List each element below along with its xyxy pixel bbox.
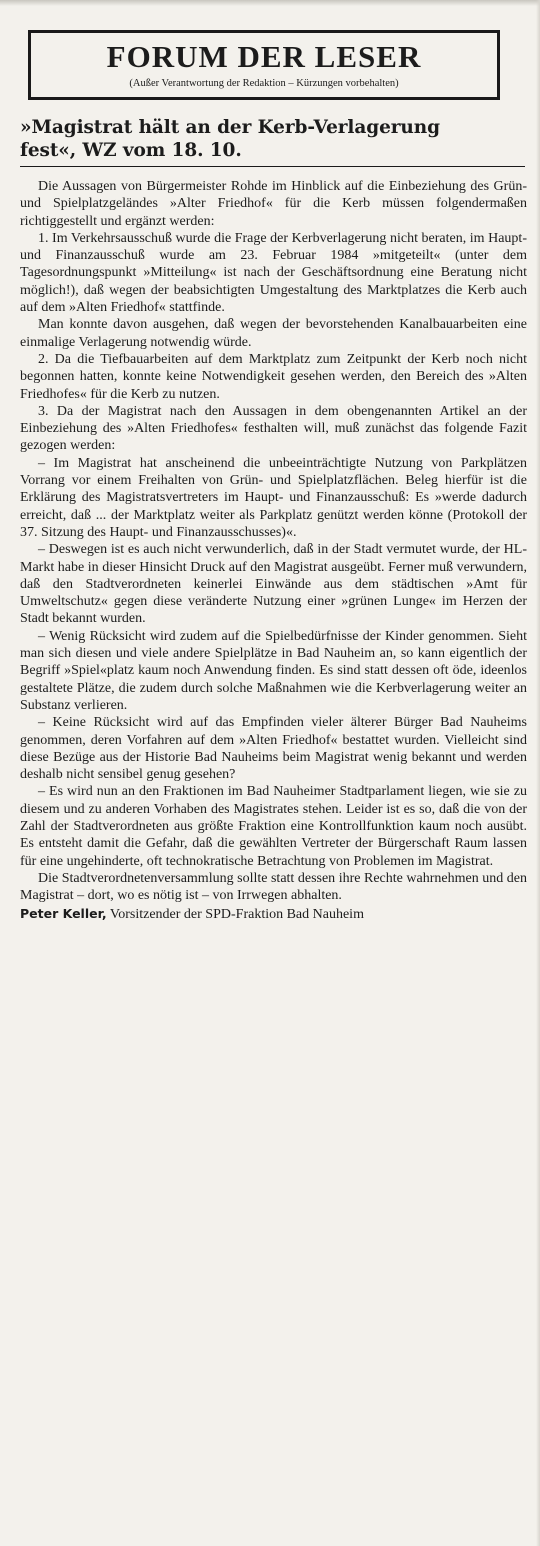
- article-body: [20, 178, 527, 924]
- paragraph-assumption: Man konnte davon ausgehen, daß wegen der bevorstehenden Kanalbauarbeiten eine einmalige Verlagerung notwendig würde.: [20, 317, 527, 350]
- paragraph-point-2: 2. Da die Tiefbauarbeiten auf dem Marktplatz zum Zeitpunkt der Kerb noch nicht begonnen hatten, konnte keine Notwendigkeit gesehen werden, den Bereich des »Alten Friedhofes« für die Kerb zu nutzen.: [20, 351, 527, 402]
- paragraph-hl-markt: – Deswegen ist es auch nicht verwunderlich, daß in der Stadt vermutet wurde, der HL-Markt habe in dieser Hinsicht Druck auf den Magistrat ausgeübt. Ferner muß verwundern, daß den Stadtverordneten keinerlei Einwände aus dem städtischen »Amt für Umweltschutz« gegen diese veränderte Nutzung einer »grünen Lunge« im Herzen der Stadt bekannt wurden.: [20, 542, 527, 627]
- paragraph-point-3: 3. Da der Magistrat nach den Aussagen in dem obengenannten Artikel an der Einbeziehung des »Alten Friedhofes« festhalten will, muß zunächst das folgende Fazit gezogen werden:: [20, 403, 527, 454]
- paragraph-factions: – Es wird nun an den Fraktionen im Bad Nauheimer Stadtparlament liegen, wie sie zu diesem und zu anderen Vorhaben des Magistrates stehen. Leider ist es so, daß die von der Zahl der Stadtverordneten aus größte Fraktion eine Kontrollfunktion kaum noch ausübt. Es entsteht damit die Gefahr, daß die gewählten Vertreter der Bürgerschaft Raum lassen für eine ungehinderte, oft technokratische Betrachtung von Problemen im Magistrat.: [20, 784, 527, 869]
- headline-line-1: »Magistrat hält an der Kerb-Verlagerung: [20, 117, 440, 138]
- author-name: Peter Keller,: [20, 906, 107, 922]
- paragraph-children: – Wenig Rücksicht wird zudem auf die Spielbedürfnisse der Kinder genommen. Sieht man sich diesen und viele andere Spielplätze in Bad Nauheim an, so kann eigentlich der Begriff »Spiel«platz kaum noch Anwendung finden. Es sind statt dessen oft öde, ideenlos gestaltete Plätze, die zudem durch solche Maßnahmen wie die Kerbverlagerung weiter an Substanz verlieren.: [20, 628, 527, 713]
- article-headline: [20, 116, 525, 162]
- top-edge-fragment: [0, 0, 540, 6]
- column-title: FORUM DER LESER: [106, 39, 422, 74]
- paragraph-parking: – Im Magistrat hat anscheinend die unbeeinträchtigte Nutzung von Parkplätzen Vorrang vor einem Freihalten von Grün- und Spielplatzflächen. Beleg hierfür ist die Erklärung des Magistratsvertreters im Haupt- und Finanzausschuß: Es »werde dadurch erreicht, daß ... der Marktplatz weiter als Parkplatz genützt werden könne (Protokoll der 37. Sitzung des Haupt- und Finanzausschusses)«.: [20, 455, 527, 540]
- paragraph-citizens: – Keine Rücksicht wird auf das Empfinden vieler älterer Bürger Bad Nauheims genommen, deren Vorfahren auf dem »Alten Friedhof« bestattet wurden. Vielleicht sind diese Bezüge aus der Historie Bad Nauheims beim Magistrat wenig bekannt und werden deshalb nicht sensibel genug gesehen?: [20, 715, 527, 783]
- headline-line-2: fest«, WZ vom 18. 10.: [20, 140, 242, 161]
- paragraph-intro: Die Aussagen von Bürgermeister Rohde im Hinblick auf die Einbeziehung des Grün- und Spielplatzgeländes »Alter Friedhof« für die Kerb müssen folgendermaßen richtiggestellt und ergänzt werden:: [20, 179, 527, 229]
- column-header-box: [28, 30, 500, 100]
- paragraph-conclusion: Die Stadtverordnetenversammlung sollte statt dessen ihre Rechte wahrnehmen und den Magistrat – dort, wo es nötig ist – von Irrwegen abhalten.: [20, 870, 527, 904]
- paragraph-point-1: 1. Im Verkehrsausschuß wurde die Frage der Kerbverlagerung nicht beraten, im Haupt- und Finanzausschuß wurde am 23. Februar 1984 »mitgeteilt« (unter dem Tagesordnungspunkt »Mitteilung« ist nach der Geschäftsordnung eine Beratung nicht möglich!), daß wegen der beabsichtigten Umgestaltung des Marktplatzes die Kerb auch auf dem »Alten Friedhof« stattfinde.: [20, 230, 527, 316]
- page-edge-shadow: [536, 0, 540, 1546]
- headline-divider: [20, 166, 525, 167]
- author-role: Vorsitzender der SPD-Fraktion Bad Nauheim: [106, 907, 364, 923]
- column-disclaimer: (Außer Verantwortung der Redaktion – Kürzungen vorbehalten): [129, 78, 399, 89]
- signature: [20, 905, 527, 923]
